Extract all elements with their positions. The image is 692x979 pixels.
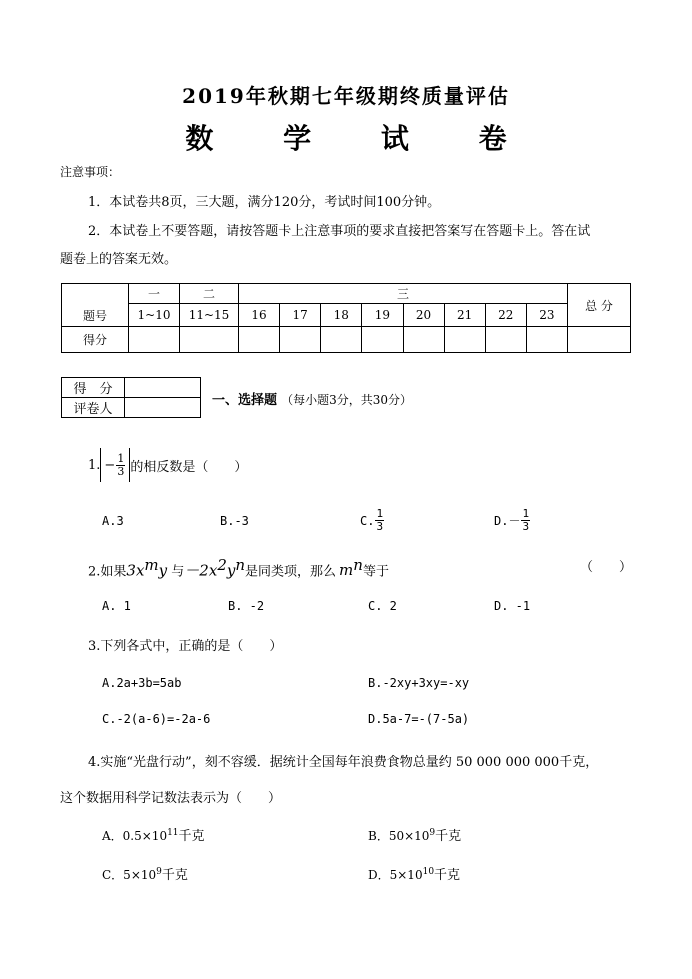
q4-option-d <box>368 864 460 883</box>
q1-option-d-den: 3 <box>522 520 530 533</box>
q4-option-a-base: A．0.5×10 <box>102 829 168 843</box>
q2-term2-tail: y <box>226 561 236 580</box>
exam-title: 2019年秋期七年级期终质量评估 <box>182 84 510 108</box>
q2-term1: 3x <box>126 561 145 580</box>
grader-score-cell <box>125 378 201 398</box>
score-cell <box>129 327 180 353</box>
q1-option-c-den: 3 <box>376 520 384 533</box>
q4-option-b-exp: 9 <box>429 828 436 838</box>
question-1 <box>88 448 247 482</box>
score-cell <box>485 327 526 353</box>
score-row-label: 得分 <box>62 327 129 353</box>
q1-text: 的相反数是（ ） <box>130 459 248 475</box>
q2-term2-exp2: n <box>235 556 246 574</box>
q2-term2: －2x <box>184 561 218 580</box>
q4-option-b-unit: 千克 <box>435 829 462 844</box>
q2-text3: 等于 <box>362 564 389 580</box>
question-16: 16 <box>239 304 280 327</box>
question-number-label: 题号 <box>62 284 129 327</box>
q1-option-c-prefix: C. <box>360 513 375 528</box>
question-2 <box>88 556 389 580</box>
q2-option-d: D. -1 <box>494 599 531 613</box>
q4-option-a-exp: 11 <box>167 828 179 838</box>
section-2-header: 二 <box>180 284 239 304</box>
q3-option-c: C.-2(a-6)=-2a-6 <box>102 712 211 726</box>
question-20: 20 <box>403 304 444 327</box>
question-22: 22 <box>485 304 526 327</box>
q1-option-d-fraction <box>521 508 530 533</box>
q2-term1-exp: m <box>144 556 159 574</box>
total-score-label: 总 分 <box>568 284 631 327</box>
q2-text2: 是同类项，那么 <box>245 564 337 580</box>
q1-option-c-fraction <box>375 508 384 533</box>
q4-option-a <box>102 825 205 844</box>
question-3: 3.下列各式中，正确的是（ ） <box>88 639 283 654</box>
q4-option-a-unit: 千克 <box>178 829 205 844</box>
q4-option-c-exp: 9 <box>156 867 162 877</box>
q4-option-d-unit: 千克 <box>434 868 461 883</box>
score-cell <box>526 327 567 353</box>
question-19: 19 <box>362 304 403 327</box>
q2-mid: 与 <box>171 564 185 580</box>
grader-name-label: 评卷人 <box>62 398 125 418</box>
q1-option-b: B.-3 <box>220 514 249 528</box>
grader-box <box>61 377 201 418</box>
score-cell <box>239 327 280 353</box>
score-table <box>61 283 631 353</box>
score-cell <box>280 327 321 353</box>
q1-option-d <box>494 508 531 533</box>
range-1-10: 1~10 <box>129 304 180 327</box>
q1-option-c <box>360 508 385 533</box>
q3-option-b: B.-2xy+3xy=-xy <box>368 676 470 690</box>
q1-fraction <box>116 453 125 478</box>
question-4-line-2: 这个数据用科学记数法表示为（ ） <box>60 791 282 806</box>
score-cell <box>403 327 444 353</box>
q4-option-b <box>368 825 461 844</box>
grader-name-cell <box>125 398 201 418</box>
q2-option-b: B. -2 <box>228 599 265 613</box>
note-item-2-line-1: 2．本试卷上不要答题，请按答题卡上注意事项的要求直接把答案写在答题卡上。答在试 <box>88 224 591 239</box>
q4-option-d-exp: 10 <box>422 867 435 877</box>
score-cell <box>180 327 239 353</box>
score-cell <box>444 327 485 353</box>
q2-prefix: 2.如果 <box>88 564 127 580</box>
q1-frac-den: 3 <box>117 464 125 478</box>
question-23: 23 <box>526 304 567 327</box>
section-1-header: 一 <box>129 284 180 304</box>
q1-minus: − <box>104 457 116 473</box>
q2-term2-exp: 2 <box>217 556 227 574</box>
question-21: 21 <box>444 304 485 327</box>
section-3-header: 三 <box>239 284 568 304</box>
q1-option-c-num: 1 <box>376 507 384 520</box>
note-item-2-line-2: 题卷上的答案无效。 <box>60 252 178 267</box>
total-score-cell <box>568 327 631 353</box>
q2-term1-tail: y <box>158 561 168 580</box>
q1-option-a: A.3 <box>102 514 124 528</box>
q1-option-d-prefix: D.－ <box>494 514 521 528</box>
q4-option-d-base: D．5×10 <box>368 868 423 882</box>
q1-option-d-num: 1 <box>522 507 530 520</box>
score-cell <box>321 327 362 353</box>
q2-answer-paren: （ ） <box>580 560 633 575</box>
range-11-15: 11~15 <box>180 304 239 327</box>
question-17: 17 <box>280 304 321 327</box>
score-cell <box>362 327 403 353</box>
section-1-desc: （每小题3分，共30分） <box>281 393 413 407</box>
q1-frac-num: 1 <box>117 451 125 465</box>
subject-title: 数 学 试 卷 <box>185 122 537 155</box>
q1-number: 1. <box>88 457 101 473</box>
q4-option-c-base: C．5×10 <box>102 868 157 882</box>
q4-option-b-base: B．50×10 <box>368 829 430 843</box>
q4-option-c <box>102 864 188 883</box>
question-4-line-1: 4.实施“光盘行动”，刻不容缓．据统计全国每年浪费食物总量约 50 000 000 000千克， <box>88 755 599 770</box>
q4-option-c-unit: 千克 <box>161 868 188 883</box>
question-18: 18 <box>321 304 362 327</box>
grader-score-label: 得 分 <box>62 378 125 398</box>
q2-term3-exp: n <box>353 556 363 574</box>
notes-heading: 注意事项： <box>60 165 121 179</box>
q1-absolute-value <box>100 448 130 482</box>
note-item-1: 1．本试卷共8页，三大题，满分120分，考试时间100分钟。 <box>88 195 441 210</box>
q2-term3: m <box>339 561 354 580</box>
q3-option-a: A.2a+3b=5ab <box>102 676 182 690</box>
q3-option-d: D.5a-7=-(7-5a) <box>368 712 470 726</box>
q2-option-c: C. 2 <box>368 599 397 613</box>
section-1-title: 一、选择题 <box>212 393 278 408</box>
section-1-heading <box>212 389 412 408</box>
q2-option-a: A. 1 <box>102 599 131 613</box>
